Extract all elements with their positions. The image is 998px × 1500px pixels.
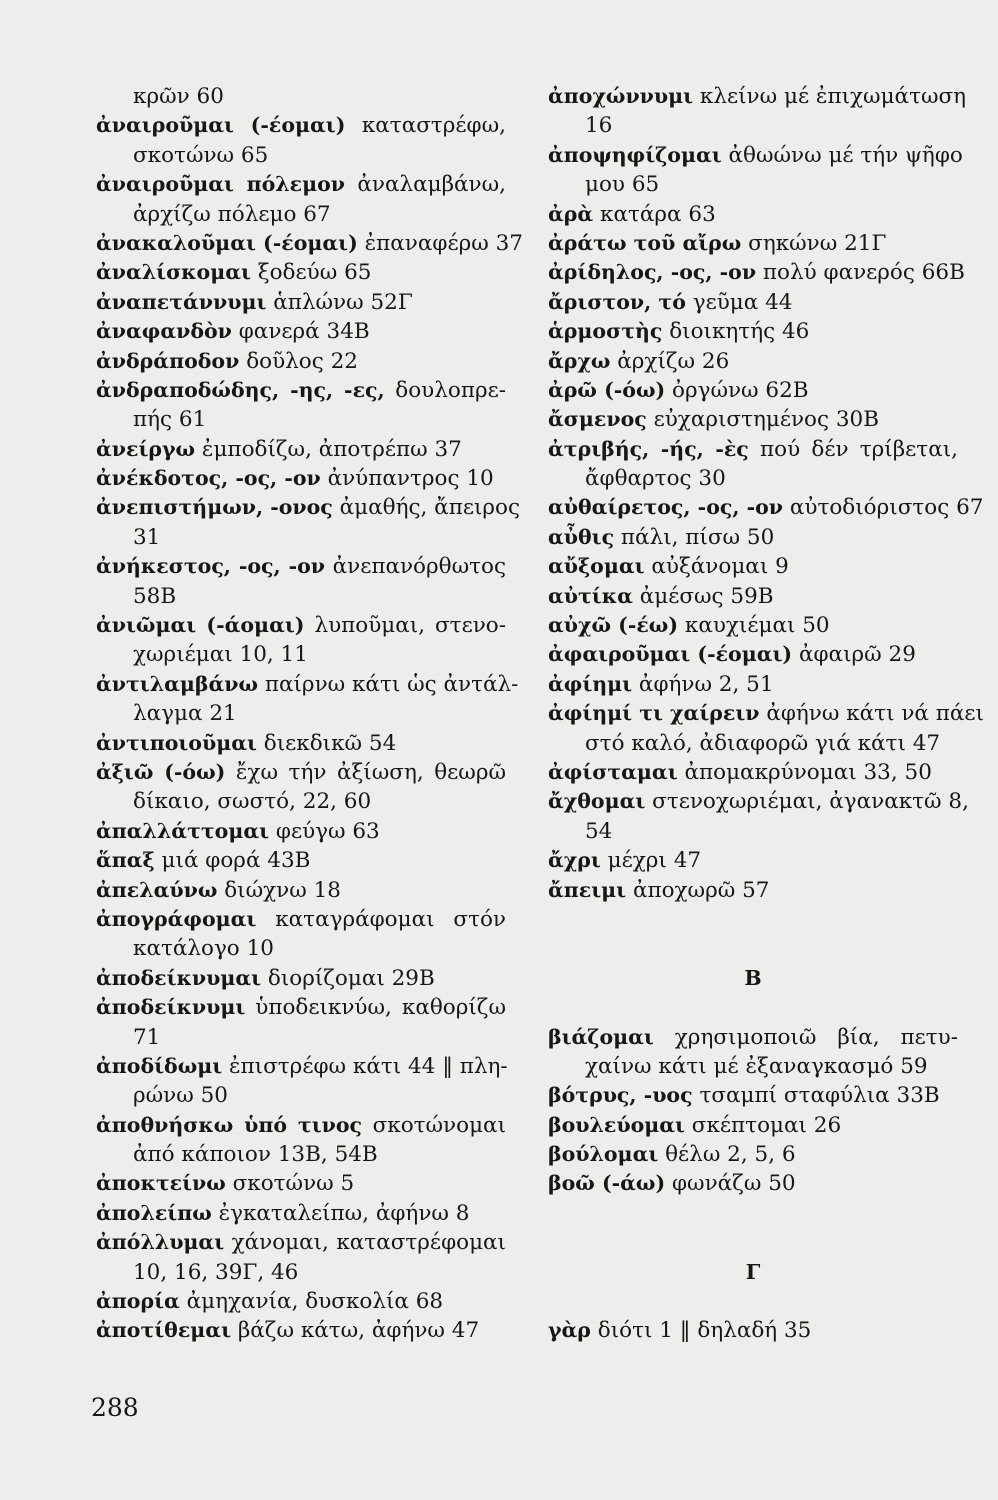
definition-text: κατάρα 63 xyxy=(600,201,716,227)
definition-text: φωνάζω 50 xyxy=(672,1171,796,1197)
headword: ἀποθνήσκω ὑπό τινος xyxy=(96,1112,362,1137)
definition-text: σκέπτομαι 26 xyxy=(691,1112,842,1138)
entry-first-line xyxy=(548,1316,958,1345)
headword: ἀνείργω xyxy=(96,436,196,461)
entry-first-line xyxy=(96,670,519,699)
index-entry xyxy=(548,258,965,287)
headword: ἀρίδηλος, -ος, -ον xyxy=(548,260,757,285)
index-entry xyxy=(548,1316,958,1345)
index-entry xyxy=(96,817,506,846)
entry-first-line xyxy=(96,846,506,875)
index-entry xyxy=(548,699,984,758)
definition-text: ἔχω τήν ἀξίωση, θεωρῶ xyxy=(235,759,507,785)
headword: ἀναπετάννυμι xyxy=(96,289,267,314)
entry-first-line xyxy=(96,905,506,934)
definition-text: φανερά 34Β xyxy=(238,319,370,345)
headword: ἀπογράφομαι xyxy=(96,906,257,931)
entry-first-line xyxy=(96,170,506,199)
definition-text: ἀθωώνω μέ τήν ψῆφο xyxy=(728,142,963,168)
definition-text: διότι 1 ‖ δηλαδή 35 xyxy=(597,1318,812,1344)
section-letter-heading: Γ xyxy=(745,1259,761,1284)
entry-first-line xyxy=(96,729,506,758)
definition-text: στενοχωριέμαι, ἀγανακτῶ 8, xyxy=(652,789,969,815)
headword: αὔξομαι xyxy=(548,554,645,579)
headword: ἄσμενος xyxy=(548,407,647,432)
headword: ἄπειμι xyxy=(548,877,627,902)
index-entry xyxy=(96,993,506,1052)
headword: ἀπαλλάττομαι xyxy=(96,818,270,843)
entry-first-line xyxy=(96,552,506,581)
headword: βούλομαι xyxy=(548,1142,659,1167)
index-entry xyxy=(548,376,958,405)
entry-first-line xyxy=(96,376,506,405)
headword: αὖθις xyxy=(548,524,615,549)
headword: ἀπόλλυμαι xyxy=(96,1230,225,1255)
definition-text: ἀναλαμβάνω, xyxy=(357,172,506,198)
definition-text: ἀμέσως 59Β xyxy=(639,583,774,609)
headword: ἄχθομαι xyxy=(548,789,646,814)
headword: ἄχρι xyxy=(548,848,601,873)
index-entry xyxy=(96,1169,506,1198)
entry-first-line xyxy=(96,964,506,993)
headword: ἀπολείπω xyxy=(96,1200,212,1225)
continuation-line: χωριέμαι 10, 11 xyxy=(133,642,308,668)
index-entry xyxy=(548,1023,958,1082)
definition-text: ἀμαθής, ἄπειρος xyxy=(339,495,521,521)
headword: αὐθαίρετος, -ος, -ον xyxy=(548,495,784,520)
index-entry xyxy=(96,1287,506,1316)
index-entry xyxy=(548,670,958,699)
index-entry xyxy=(96,1228,506,1287)
headword: ἀποδείκνυμι xyxy=(96,995,246,1020)
index-entry xyxy=(96,170,506,229)
definition-text: ἀμηχανία, δυσκολία 68 xyxy=(186,1289,444,1315)
index-entry xyxy=(548,435,958,494)
entry-first-line xyxy=(96,435,506,464)
entry-first-line xyxy=(96,1052,506,1081)
headword: ἀποτίθεμαι xyxy=(96,1318,232,1343)
headword: ἀντιποιοῦμαι xyxy=(96,730,257,755)
definition-text: καυχιέμαι 50 xyxy=(684,613,830,639)
headword: ἀνδραποδώδης, -ης, -ες, xyxy=(96,377,385,402)
continuation-line: δίκαιο, σωστό, 22, 60 xyxy=(133,789,372,815)
definition-text: ἀφαιρῶ 29 xyxy=(798,642,916,668)
continuation-line: λαγμα 21 xyxy=(133,701,237,727)
entry-first-line xyxy=(548,229,958,258)
definition-text: ξοδεύω 65 xyxy=(257,260,372,286)
continuation-line: κατάλογο 10 xyxy=(133,936,274,962)
continuation-line: 54 xyxy=(585,818,613,844)
entry-first-line xyxy=(548,317,958,346)
index-entry xyxy=(548,1169,958,1198)
entry-first-line xyxy=(96,611,506,640)
definition-text: χάνομαι, καταστρέφομαι xyxy=(231,1230,506,1256)
headword: ἀποδείκνυμαι xyxy=(96,965,262,990)
definition-text: σκοτώνω 5 xyxy=(232,1171,355,1197)
headword: ἀνήκεστος, -ος, -ον xyxy=(96,554,325,579)
continuation-line: πής 61 xyxy=(133,407,207,433)
definition-text: καταγράφομαι στόν xyxy=(275,906,506,932)
index-entry xyxy=(548,200,958,229)
carryover-line: κρῶν 60 xyxy=(133,84,224,109)
definition-text: αὐτοδιόριστος 67 xyxy=(789,495,984,521)
index-entry xyxy=(548,523,958,552)
entry-first-line xyxy=(548,611,958,640)
index-entry xyxy=(548,787,969,846)
definition-text: διοικητής 46 xyxy=(669,319,810,345)
definition-text: πολύ φανερός 66Β xyxy=(762,260,965,286)
entry-first-line xyxy=(548,200,958,229)
continuation-line: 71 xyxy=(133,1024,161,1050)
headword: ἀράτω τοῦ αἴρω xyxy=(548,230,742,255)
entry-first-line xyxy=(96,1287,506,1316)
index-entry xyxy=(96,964,506,993)
entry-first-line xyxy=(548,876,958,905)
index-entry xyxy=(96,347,506,376)
headword: ἀφίσταμαι xyxy=(548,759,678,784)
headword: βοῶ (-άω) xyxy=(548,1171,666,1196)
definition-text: δοῦλος 22 xyxy=(246,348,358,374)
definition-text: εὐχαριστημένος 30Β xyxy=(653,407,880,433)
definition-text: γεῦμα 44 xyxy=(692,289,793,315)
page-number: 288 xyxy=(91,1393,139,1422)
continuation-line: ρώνω 50 xyxy=(133,1083,228,1109)
index-entry xyxy=(548,582,958,611)
entry-first-line xyxy=(548,258,965,287)
entry-first-line xyxy=(548,582,958,611)
definition-text: μέχρι 47 xyxy=(607,848,702,874)
index-entry xyxy=(96,905,506,964)
section-letter-heading: Β xyxy=(744,965,762,990)
definition-text: ἀφήνω κάτι νά πάει xyxy=(766,701,984,727)
definition-text: ὀργώνω 62Β xyxy=(672,377,809,403)
entry-first-line xyxy=(96,493,521,522)
definition-text: ἐπιστρέφω κάτι 44 ‖ πλη- xyxy=(229,1053,508,1079)
entry-first-line xyxy=(548,1081,958,1110)
headword: ἀνέκδοτος, -ος, -ον xyxy=(96,466,321,491)
headword: βουλεύομαι xyxy=(548,1112,685,1137)
index-entry xyxy=(548,288,958,317)
headword: ἀρῶ (-όω) xyxy=(548,377,666,402)
index-entry xyxy=(96,1316,506,1345)
continuation-line: ἀρχίζω πόλεμο 67 xyxy=(133,201,331,227)
right-column xyxy=(548,82,984,1346)
index-entry xyxy=(96,464,506,493)
entry-first-line xyxy=(96,758,506,787)
entry-first-line xyxy=(548,758,958,787)
entry-first-line xyxy=(548,1111,958,1140)
definition-text: διεκδικῶ 54 xyxy=(263,730,397,756)
headword: ἀπορία xyxy=(96,1289,180,1314)
headword: ἀναιροῦμαι (-έομαι) xyxy=(96,113,346,138)
continuation-line: στό καλό, ἀδιαφορῶ γιά κάτι 47 xyxy=(585,730,941,756)
entry-first-line xyxy=(548,288,958,317)
index-entry xyxy=(96,611,506,670)
definition-text: ἐμποδίζω, ἀποτρέπω 37 xyxy=(201,436,462,462)
continuation-line: ἄφθαρτος 30 xyxy=(585,466,726,492)
entry-first-line xyxy=(548,1169,958,1198)
headword: ἀποδίδωμι xyxy=(96,1053,223,1078)
entry-first-line xyxy=(548,405,958,434)
definition-text: σηκώνω 21Γ xyxy=(748,230,887,256)
definition-text: ἐγκαταλείπω, ἀφήνω 8 xyxy=(218,1200,470,1226)
entry-first-line xyxy=(96,1169,506,1198)
index-entry xyxy=(96,1199,506,1228)
headword: βότρυς, -υος xyxy=(548,1083,693,1108)
headword: ἀναλίσκομαι xyxy=(96,260,251,285)
definition-text: χρησιμοποιῶ βία, πετυ- xyxy=(674,1024,958,1050)
entry-first-line xyxy=(96,817,506,846)
headword: αὐτίκα xyxy=(548,583,633,608)
index-entry xyxy=(548,876,958,905)
definition-text: καταστρέφω, xyxy=(361,113,506,139)
index-entry xyxy=(548,347,958,376)
entry-first-line xyxy=(96,288,506,317)
headword: ἀφαιροῦμαι (-έομαι) xyxy=(548,642,793,667)
entry-first-line xyxy=(548,493,984,522)
index-entry xyxy=(96,758,506,817)
headword: ἀποψηφίζομαι xyxy=(548,142,722,167)
headword: ἀποχώννυμι xyxy=(548,84,694,108)
headword: ἀνιῶμαι (-άομαι) xyxy=(96,613,305,638)
index-entry xyxy=(96,729,506,758)
index-entry xyxy=(548,82,967,141)
index-entry xyxy=(548,640,958,669)
definition-text: ἀνεπανόρθωτος xyxy=(332,554,506,580)
index-entry xyxy=(96,552,506,611)
definition-text: θέλω 2, 5, 6 xyxy=(665,1142,796,1168)
entry-first-line xyxy=(96,993,506,1022)
index-entry xyxy=(96,258,506,287)
index-entry xyxy=(96,876,506,905)
definition-text: αὐξάνομαι 9 xyxy=(651,554,789,580)
entry-first-line xyxy=(96,347,506,376)
headword: ἀντιλαμβάνω xyxy=(96,671,258,696)
headword: ἀναφανδὸν xyxy=(96,319,232,344)
headword: ἄρχω xyxy=(548,348,611,373)
headword: ἁρμοστὴς xyxy=(548,319,663,344)
entry-first-line xyxy=(548,347,958,376)
index-entry xyxy=(548,1111,958,1140)
definition-text: διορίζομαι 29Β xyxy=(267,965,435,991)
continuation-line: σκοτώνω 65 xyxy=(133,142,269,168)
index-entry xyxy=(548,1140,958,1169)
index-entry xyxy=(548,1081,958,1110)
definition-text: ἀρχίζω 26 xyxy=(617,348,730,374)
headword: γὰρ xyxy=(548,1318,591,1343)
definition-text: δουλοπρε- xyxy=(395,377,506,403)
definition-text: ἀνύπαντρος 10 xyxy=(327,466,494,492)
definition-text: πάλι, πίσω 50 xyxy=(620,524,775,550)
left-column xyxy=(96,82,523,1346)
index-entry xyxy=(96,493,521,552)
entry-first-line xyxy=(548,523,958,552)
headword: ἀνεπιστήμων, -ονος xyxy=(96,495,333,520)
headword: ἀξιῶ (-όω) xyxy=(96,759,226,784)
letter-section xyxy=(548,1258,958,1346)
entry-first-line xyxy=(548,435,958,464)
index-entry xyxy=(548,229,958,258)
entry-first-line xyxy=(96,876,506,905)
index-entry xyxy=(96,670,519,729)
definition-text: ἁπλώνω 52Γ xyxy=(273,289,413,315)
definition-text: ὑποδεικνύω, καθορίζω xyxy=(255,995,506,1021)
definition-text: ἐπαναφέρω 37 xyxy=(364,230,523,256)
headword: ἀνδράποδον xyxy=(96,348,240,373)
headword: ἀνακαλοῦμαι (-έομαι) xyxy=(96,230,358,255)
entry-first-line xyxy=(96,1228,506,1257)
entry-first-line xyxy=(548,787,969,816)
entry-first-line xyxy=(548,141,963,170)
index-entry xyxy=(96,1052,506,1111)
entry-first-line xyxy=(96,111,506,140)
headword: βιάζομαι xyxy=(548,1024,654,1049)
continuation-line: 16 xyxy=(585,113,613,139)
index-entry xyxy=(548,141,963,200)
continuation-line: χαίνω κάτι μέ ἐξαναγκασμό 59 xyxy=(585,1053,928,1079)
headword: ἀφίημί τι χαίρειν xyxy=(548,701,760,726)
definition-text: διώχνω 18 xyxy=(224,877,341,903)
definition-text: ἀπομακρύνομαι 33, 50 xyxy=(684,759,932,785)
headword: ἀποκτείνω xyxy=(96,1171,226,1196)
definition-text: μιά φορά 43Β xyxy=(161,848,311,874)
entry-first-line xyxy=(548,1023,958,1052)
index-entry xyxy=(96,846,506,875)
index-entry xyxy=(548,405,958,434)
entry-first-line xyxy=(548,846,958,875)
continuation-line: 58Β xyxy=(133,583,177,609)
entry-first-line xyxy=(548,699,984,728)
index-entry xyxy=(96,1111,506,1170)
entry-first-line xyxy=(96,258,506,287)
continuation-line: μου 65 xyxy=(585,172,660,198)
definition-text: κλείνω μέ ἐπιχωμάτωση xyxy=(699,84,967,109)
index-entry xyxy=(548,493,984,522)
index-entry xyxy=(548,758,958,787)
definition-text: ἀποχωρῶ 57 xyxy=(632,877,770,903)
entry-first-line xyxy=(548,376,958,405)
index-entry xyxy=(96,111,506,170)
entry-first-line xyxy=(96,229,523,258)
definition-text: ἀφήνω 2, 51 xyxy=(638,671,774,697)
entry-first-line xyxy=(96,464,506,493)
continuation-line: 31 xyxy=(133,524,161,550)
index-entry xyxy=(96,435,506,464)
entry-first-line xyxy=(548,82,967,111)
entry-first-line xyxy=(548,640,958,669)
index-entry xyxy=(548,552,958,581)
definition-text: τσαμπί σταφύλια 33Β xyxy=(699,1083,940,1109)
headword: ἀτριβής, -ής, -ὲς xyxy=(548,436,749,461)
entry-first-line xyxy=(548,552,958,581)
headword: ἄριστον, τό xyxy=(548,289,686,314)
entry-first-line xyxy=(96,1111,506,1140)
definition-text: φεύγω 63 xyxy=(275,818,380,844)
headword: ἀναιροῦμαι πόλεμον xyxy=(96,172,346,197)
index-entry xyxy=(96,229,523,258)
entry-first-line xyxy=(96,1199,506,1228)
definition-text: πού δέν τρίβεται, xyxy=(760,436,958,462)
index-entry xyxy=(548,611,958,640)
definition-text: σκοτώνομαι xyxy=(372,1112,506,1138)
headword: ἀφίημι xyxy=(548,671,633,696)
index-entry xyxy=(96,376,506,435)
headword: ἀπελαύνω xyxy=(96,877,218,902)
entry-first-line xyxy=(548,1140,958,1169)
headword: ἅπαξ xyxy=(96,848,155,873)
continuation-line: ἀπό κάποιον 13Β, 54Β xyxy=(133,1142,378,1168)
headword: αὐχῶ (-έω) xyxy=(548,613,679,638)
entry-first-line xyxy=(96,317,506,346)
entry-first-line xyxy=(96,1316,506,1345)
definition-text: παίρνω κάτι ὡς ἀντάλ- xyxy=(264,671,519,697)
index-entry xyxy=(548,846,958,875)
letter-section xyxy=(548,964,958,1199)
index-entry xyxy=(96,317,506,346)
definition-text: βάζω κάτω, ἀφήνω 47 xyxy=(237,1318,480,1344)
index-entry xyxy=(548,317,958,346)
headword: ἀρὰ xyxy=(548,201,594,226)
definition-text: λυποῦμαι, στενο- xyxy=(314,613,506,639)
continuation-line: 10, 16, 39Γ, 46 xyxy=(133,1259,299,1285)
entry-first-line xyxy=(548,670,958,699)
index-entry xyxy=(96,288,506,317)
